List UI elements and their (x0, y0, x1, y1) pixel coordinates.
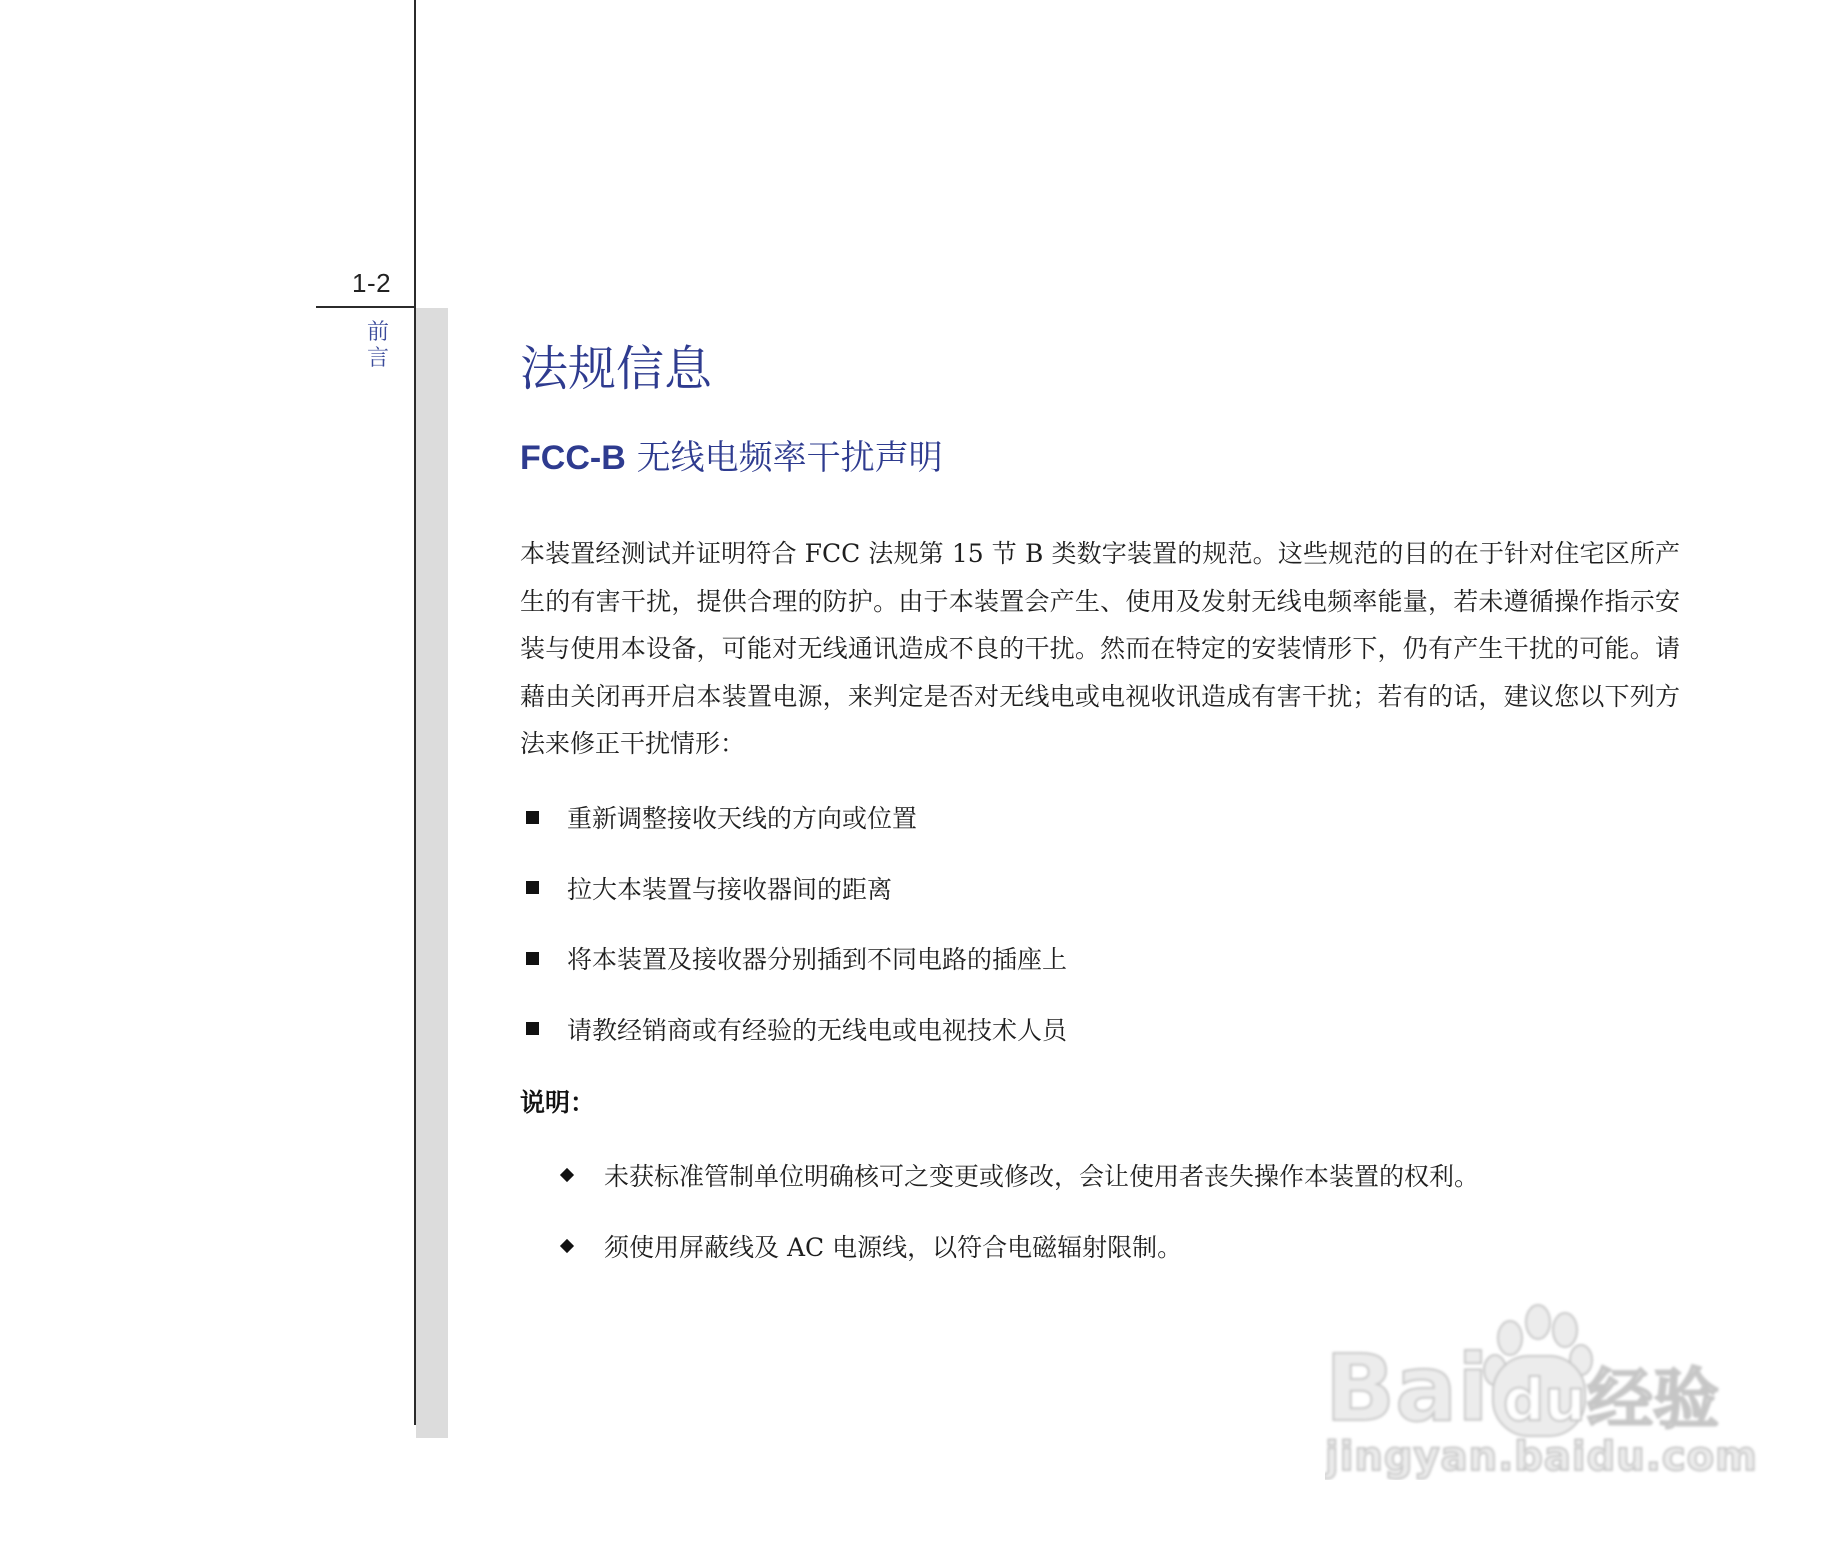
section-title (520, 430, 943, 479)
note-item (560, 1211, 1479, 1282)
section-tab-label: 前言 (366, 320, 389, 371)
note-item-text: 须使用屏蔽线及 AC 电源线，以符合电磁辐射限制。 (604, 1232, 1183, 1262)
list-item-text: 重新调整接收天线的方向或位置 (567, 804, 918, 834)
list-item-text: 拉大本装置与接收器间的距离 (567, 874, 893, 904)
square-bullet-icon (526, 881, 539, 894)
page-title: 法规信息 (520, 341, 713, 397)
square-bullet-icon (526, 952, 539, 965)
measures-list (526, 782, 1067, 1064)
svg-text:du: du (1503, 1366, 1586, 1434)
note-item (560, 1140, 1479, 1211)
page-number: 1-2 (352, 268, 392, 298)
list-item (526, 853, 1067, 924)
square-bullet-icon (526, 811, 539, 824)
baidu-jingyan-watermark-logo (1325, 1280, 1765, 1480)
notes-heading: 说明： (520, 1088, 596, 1117)
section-title-text: 无线电频率干扰声明 (636, 438, 943, 478)
fcc-statement-paragraph: 本装置经测试并证明符合 FCC 法规第 15 节 B 类数字装置的规范。这些规范的目的在于针对住宅区所产生的有害干扰，提供合理的防护。由于本装置会产生、使用及发射无线电频率能量，若未遵循操作指示安装与使用本设备，可能对无线通讯造成不良的干扰。然而在特定的安装情形下，仍有产生干扰的可能。请藉由关闭再开启本装置电源，来判定是否对无线电或电视收讯造成有害干扰；若有的话，建议您以下列方法来修正干扰情形： (520, 539, 1680, 758)
margin-gray-band (416, 308, 448, 1438)
svg-text:经验: 经验 (1587, 1361, 1719, 1438)
note-item-text: 未获标准管制单位明确核可之变更或修改，会让使用者丧失操作本装置的权利。 (604, 1162, 1480, 1192)
list-item-text: 请教经销商或有经验的无线电或电视技术人员 (567, 1015, 1068, 1045)
svg-text:jingyan.baidu.com: jingyan.baidu.com (1325, 1434, 1758, 1480)
list-item (526, 782, 1067, 853)
notes-list (560, 1140, 1479, 1281)
diamond-bullet-icon (560, 1168, 574, 1182)
page-number-rule (316, 306, 416, 308)
list-item (526, 994, 1067, 1065)
diamond-bullet-icon (560, 1239, 574, 1253)
svg-text:Bai: Bai (1325, 1335, 1489, 1442)
list-item-text: 将本装置及接收器分别插到不同电路的插座上 (567, 945, 1068, 975)
list-item (526, 923, 1067, 994)
square-bullet-icon (526, 1022, 539, 1035)
section-code: FCC-B (520, 439, 626, 477)
